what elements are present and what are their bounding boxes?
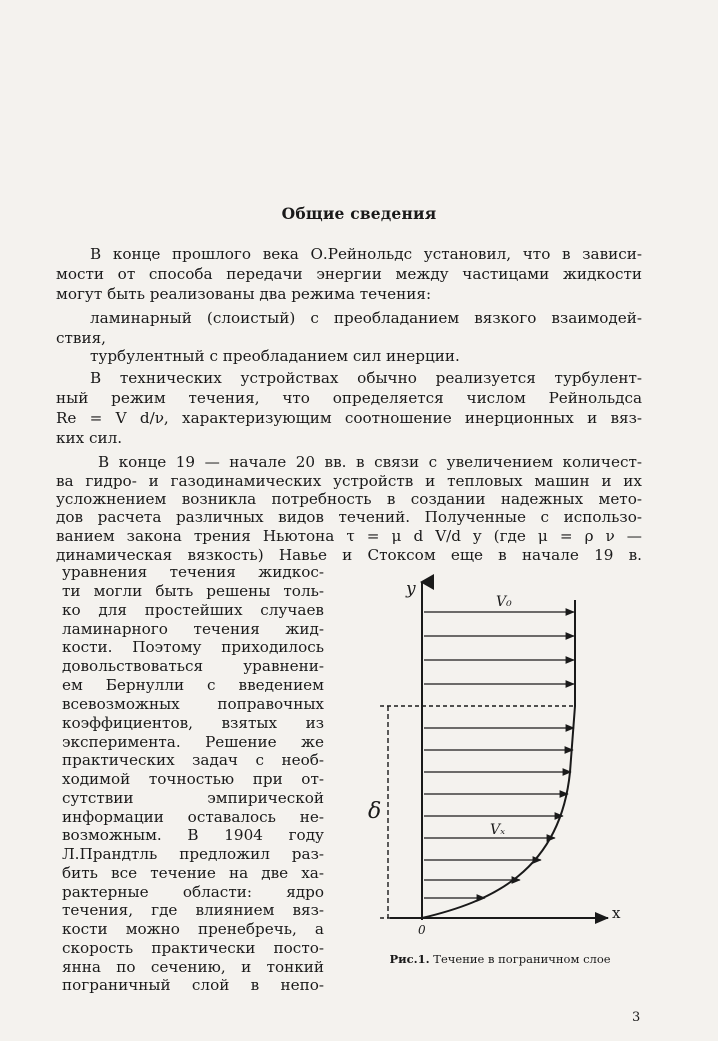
text-line: ких сил.: [56, 429, 123, 447]
text-line: В конце 19 — начале 20 вв. в связи с увеличением количест-: [98, 453, 642, 471]
caption-text: Течение в пограничном слое: [429, 952, 611, 966]
text-line: усложнением возникла потребность в создании надежных мето-: [56, 490, 642, 508]
x-axis-label: x: [612, 904, 621, 922]
column-line: уравнения течения жидкос-: [62, 563, 324, 581]
text-line: ный режим течения, что определяется числом Рейнольдса: [56, 389, 642, 407]
column-line: кости можно пренебречь, а: [62, 920, 324, 938]
velocity-profile: [422, 600, 575, 918]
column-line: бить все течение на две ха-: [62, 864, 324, 882]
caption-number: Рис.1.: [389, 952, 430, 966]
column-line: пограничный слой в непо-: [62, 976, 324, 994]
text-line: Re = V d/ν, характеризующим соотношение инерционных и вяз-: [56, 409, 642, 427]
column-line: ти могли быть решены толь-: [62, 582, 324, 600]
core-flow-arrows: [424, 612, 574, 684]
text-line: ствия,: [56, 329, 106, 347]
column-line: скорость практически посто-: [62, 939, 324, 957]
column-line: янна по сечению, и тонкий: [62, 958, 324, 976]
boundary-layer-arrows: [424, 728, 574, 898]
column-line: эксперимента. Решение же: [62, 733, 324, 751]
column-line: ламинарного течения жид-: [62, 620, 324, 638]
column-line: кости. Поэтому приходилось: [62, 638, 324, 656]
text-line: ламинарный (слоистый) с преобладанием вязкого взаимодей-: [90, 309, 642, 327]
text-line: ва гидро- и газодинамических устройств и тепловых машин и их: [56, 472, 642, 490]
page-number: 3: [632, 1010, 641, 1025]
text-line: могут быть реализованы два режима течения:: [56, 285, 432, 303]
figure-caption: [350, 952, 650, 966]
column-line: довольствоваться уравнени-: [62, 657, 324, 675]
text-line: В технических устройствах обычно реализуется турбулент-: [90, 369, 642, 387]
origin-label: 0: [418, 923, 426, 937]
y-axis-label: y: [406, 579, 416, 599]
delta-label: δ: [368, 799, 382, 824]
column-line: информации оставалось не-: [62, 808, 324, 826]
column-line: рактерные области: ядро: [62, 883, 324, 901]
column-line: практических задач с необ-: [62, 751, 324, 769]
column-line: возможным. В 1904 году: [62, 826, 324, 844]
text-line: В конце прошлого века О.Рейнольдс установил, что в зависи-: [90, 245, 642, 263]
column-line: ко для простейших случаев: [62, 601, 324, 619]
v0-label: V₀: [496, 594, 512, 610]
text-line: динамическая вязкость) Навье и Стоксом еще в начале 19 в.: [56, 546, 642, 564]
column-line: коэффициентов, взятых из: [62, 714, 324, 732]
column-line: ем Бернулли с введением: [62, 676, 324, 694]
column-line: сутствии эмпирической: [62, 789, 324, 807]
text-line: турбулентный с преобладанием сил инерции.: [90, 347, 460, 365]
column-line: ходимой точностью при от-: [62, 770, 324, 788]
vx-label: Vₓ: [490, 822, 506, 838]
text-line: ванием закона трения Ньютона τ = μ d V/d y (где μ = ρ ν —: [56, 527, 642, 545]
text-line: дов расчета различных видов течений. Полученные с использо-: [56, 508, 642, 526]
column-line: Л.Прандтль предложил раз-: [62, 845, 324, 863]
column-line: течения, где влиянием вяз-: [62, 901, 324, 919]
section-heading: Общие сведения: [281, 204, 437, 223]
column-line: всевозможных поправочных: [62, 695, 324, 713]
text-line: мости от способа передачи энергии между частицами жидкости: [56, 265, 642, 283]
boundary-layer-figure: [350, 572, 650, 937]
